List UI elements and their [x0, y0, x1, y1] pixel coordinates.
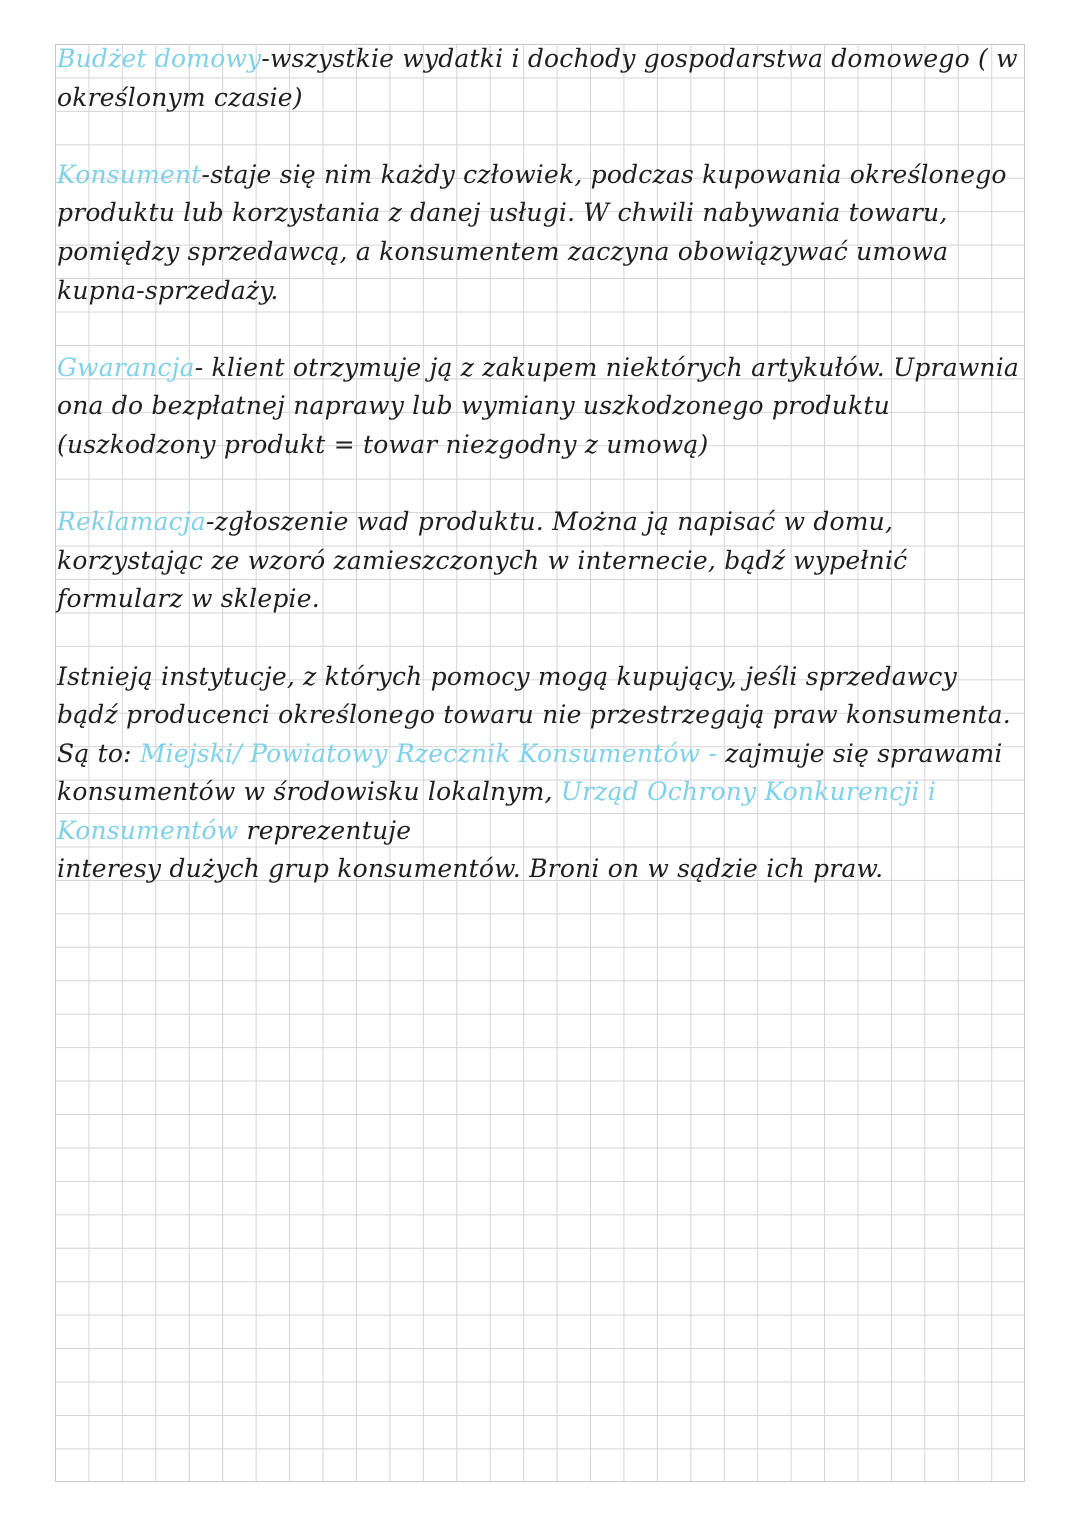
term-budzet-domowy: Budżet domowy [57, 44, 262, 73]
institutions-paragraph [57, 658, 1023, 890]
definition-text: -staje się nim każdy człowiek, podczas kupowania określonego produktu lub korzystania z danej usługi. W chwili nabywania towaru, pomiędzy sprzedawcą, a konsumentem zaczyna obowiązywać umowa kupna-sprzedaży. [57, 159, 1007, 305]
term-gwarancja: Gwarancja [57, 352, 195, 382]
definition-konsument [57, 156, 1023, 310]
institutions-intro: Istnieją instytucje, z których pomocy mogą kupujący, jeśli sprzedawcy bądź producenci określonego towaru nie przestrzegają praw konsumenta. Są to: [57, 661, 1011, 768]
term-uokik: Urząd Ochrony Konkurencji i Konsumentów [57, 777, 937, 845]
term-reklamacja: Reklamacja [57, 507, 206, 537]
institutions-text-3: interesy dużych grup konsumentów. Broni on w sądzie ich praw. [57, 854, 884, 884]
definition-text: - klient otrzymuje ją z zakupem niektórych artykułów. Uprawnia ona do bezpłatnej naprawy lub wymiany uszkodzonego produktu (uszkodzony produkt = towar niezgodny z umową) [57, 352, 1020, 459]
definition-budzet-domowy [57, 40, 1023, 117]
institutions-text-2: reprezentuje [238, 815, 412, 845]
definition-reklamacja [57, 503, 1023, 619]
definition-text: -zgłoszenie wad produktu. Można ją napisać w domu, korzystając ze wzoró zamieszczonych w internecie, bądź wypełnić formularz w sklepie. [57, 507, 908, 614]
term-konsument: Konsument [57, 159, 202, 189]
institutions-text-1: zajmuje się sprawami konsumentów w środowisku lokalnym, [57, 738, 1003, 807]
definition-gwarancja [57, 349, 1023, 465]
term-rzecznik-konsumentow: Miejski/ Powiatowy Rzecznik Konsumentów - [139, 738, 718, 768]
notes-content [57, 40, 1023, 928]
definition-text: -wszystkie wydatki i dochody gospodarstwa domowego ( w określonym czasie) [57, 44, 1018, 112]
